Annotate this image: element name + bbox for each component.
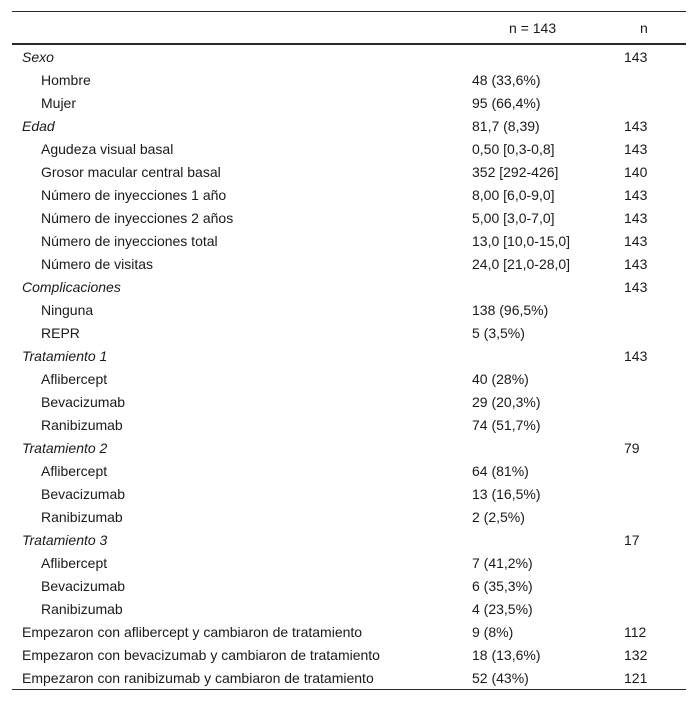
table-row [12,206,686,229]
row-value: 9 (8%) [472,623,514,640]
table-row [12,91,686,114]
row-value [470,344,622,367]
row-label: Aflibercept [41,554,108,571]
row-value [470,44,622,68]
row-n: 140 [624,163,648,180]
table-row [12,436,686,459]
table-row [12,229,686,252]
row-label: Complicaciones [22,278,121,295]
row-value: 29 (20,3%) [472,393,541,410]
row-n [622,367,686,390]
row-value: 2 (2,5%) [472,508,525,525]
row-n: 143 [624,347,648,364]
row-n: 121 [622,666,686,690]
row-label: Número de visitas [41,255,154,272]
table-row [12,275,686,298]
row-n: 112 [624,623,647,640]
row-label: Ranibizumab [41,508,123,525]
row-label: Ranibizumab [41,416,123,433]
row-label: Hombre [41,71,91,88]
row-value: 18 (13,6%) [472,646,541,663]
row-n: 143 [624,48,648,65]
table-row [12,620,686,643]
row-value [470,528,622,551]
patient-characteristics-table [12,11,686,690]
table-row [12,252,686,275]
row-label: Aflibercept [41,462,108,479]
row-value: 352 [292-426] [472,163,559,180]
row-value [470,275,622,298]
table-row [12,344,686,367]
row-n [622,505,686,528]
row-value: 13 (16,5%) [472,485,541,502]
table-row [12,298,686,321]
row-label: Tratamiento 1 [22,347,108,364]
row-value: 64 (81%) [472,462,529,479]
row-n [622,413,686,436]
row-value: 24,0 [21,0-28,0] [472,255,571,272]
row-label: Número de inyecciones 2 años [41,209,234,226]
row-n: 143 [624,278,648,295]
table-row [12,390,686,413]
row-value: 138 (96,5%) [472,301,549,318]
row-value: 74 (51,7%) [472,416,541,433]
table-row [12,597,686,620]
row-n: 143 [624,117,648,134]
row-value: 5 (3,5%) [472,324,525,341]
table-row [12,666,686,690]
row-label: Empezaron con aflibercept y cambiaron de tratamiento [22,623,363,640]
table-row [12,137,686,160]
row-n [622,321,686,344]
row-n: 79 [624,439,640,456]
row-n: 143 [624,255,648,272]
table-row [12,160,686,183]
table-row [12,183,686,206]
row-value: 0,50 [0,3-0,8] [472,140,555,157]
row-label: Empezaron con ranibizumab y cambiaron de tratamiento [12,666,470,690]
row-value: 5,00 [3,0-7,0] [472,209,555,226]
table-row [12,44,686,68]
row-n: 143 [624,186,648,203]
table-row [12,643,686,666]
row-label: Bevacizumab [41,485,126,502]
table-row [12,367,686,390]
row-n [622,68,686,91]
header-value-cell: n = 143 [470,12,622,45]
table-header-row [12,12,686,45]
table-row [12,321,686,344]
row-label: Mujer [41,94,77,111]
row-n: 143 [624,209,648,226]
row-n [622,298,686,321]
row-n [622,482,686,505]
table-row [12,114,686,137]
table-row [12,413,686,436]
row-label: Número de inyecciones total [41,232,218,249]
row-n [622,91,686,114]
row-value: 8,00 [6,0-9,0] [472,186,555,203]
row-n [622,597,686,620]
row-n: 143 [624,232,648,249]
header-n-cell: n [622,12,686,45]
row-value: 4 (23,5%) [472,600,533,617]
row-label: Tratamiento 3 [22,531,108,548]
table-row [12,505,686,528]
row-n: 132 [624,646,648,663]
table-row [12,459,686,482]
row-label: Ninguna [41,301,94,318]
row-label: Sexo [22,48,54,65]
row-value: 6 (35,3%) [472,577,533,594]
table-row [12,551,686,574]
row-value: 52 (43%) [470,666,622,690]
table-row [12,528,686,551]
row-n: 143 [624,140,648,157]
row-label: Aflibercept [41,370,108,387]
table-row [12,68,686,91]
row-n [622,390,686,413]
row-n [622,574,686,597]
row-value: 40 (28%) [472,370,529,387]
row-label: Grosor macular central basal [41,163,221,180]
header-label-cell [12,12,470,45]
row-label: Edad [22,117,55,134]
row-n [622,459,686,482]
row-value: 95 (66,4%) [472,94,541,111]
row-n [622,551,686,574]
row-label: Bevacizumab [41,577,126,594]
row-label: Tratamiento 2 [22,439,108,456]
row-label: Ranibizumab [41,600,123,617]
row-label: Número de inyecciones 1 año [41,186,227,203]
row-value: 81,7 (8,39) [472,117,540,134]
table-row [12,574,686,597]
row-label: Empezaron con bevacizumab y cambiaron de tratamiento [22,646,380,663]
row-label: Agudeza visual basal [41,140,174,157]
row-value: 7 (41,2%) [472,554,533,571]
row-label: REPR [41,324,80,341]
row-n: 17 [624,531,640,548]
data-table-container [12,11,686,690]
row-label: Bevacizumab [41,393,126,410]
table-row [12,482,686,505]
row-value [470,436,622,459]
row-value: 13,0 [10,0-15,0] [472,232,571,249]
row-value: 48 (33,6%) [472,71,541,88]
